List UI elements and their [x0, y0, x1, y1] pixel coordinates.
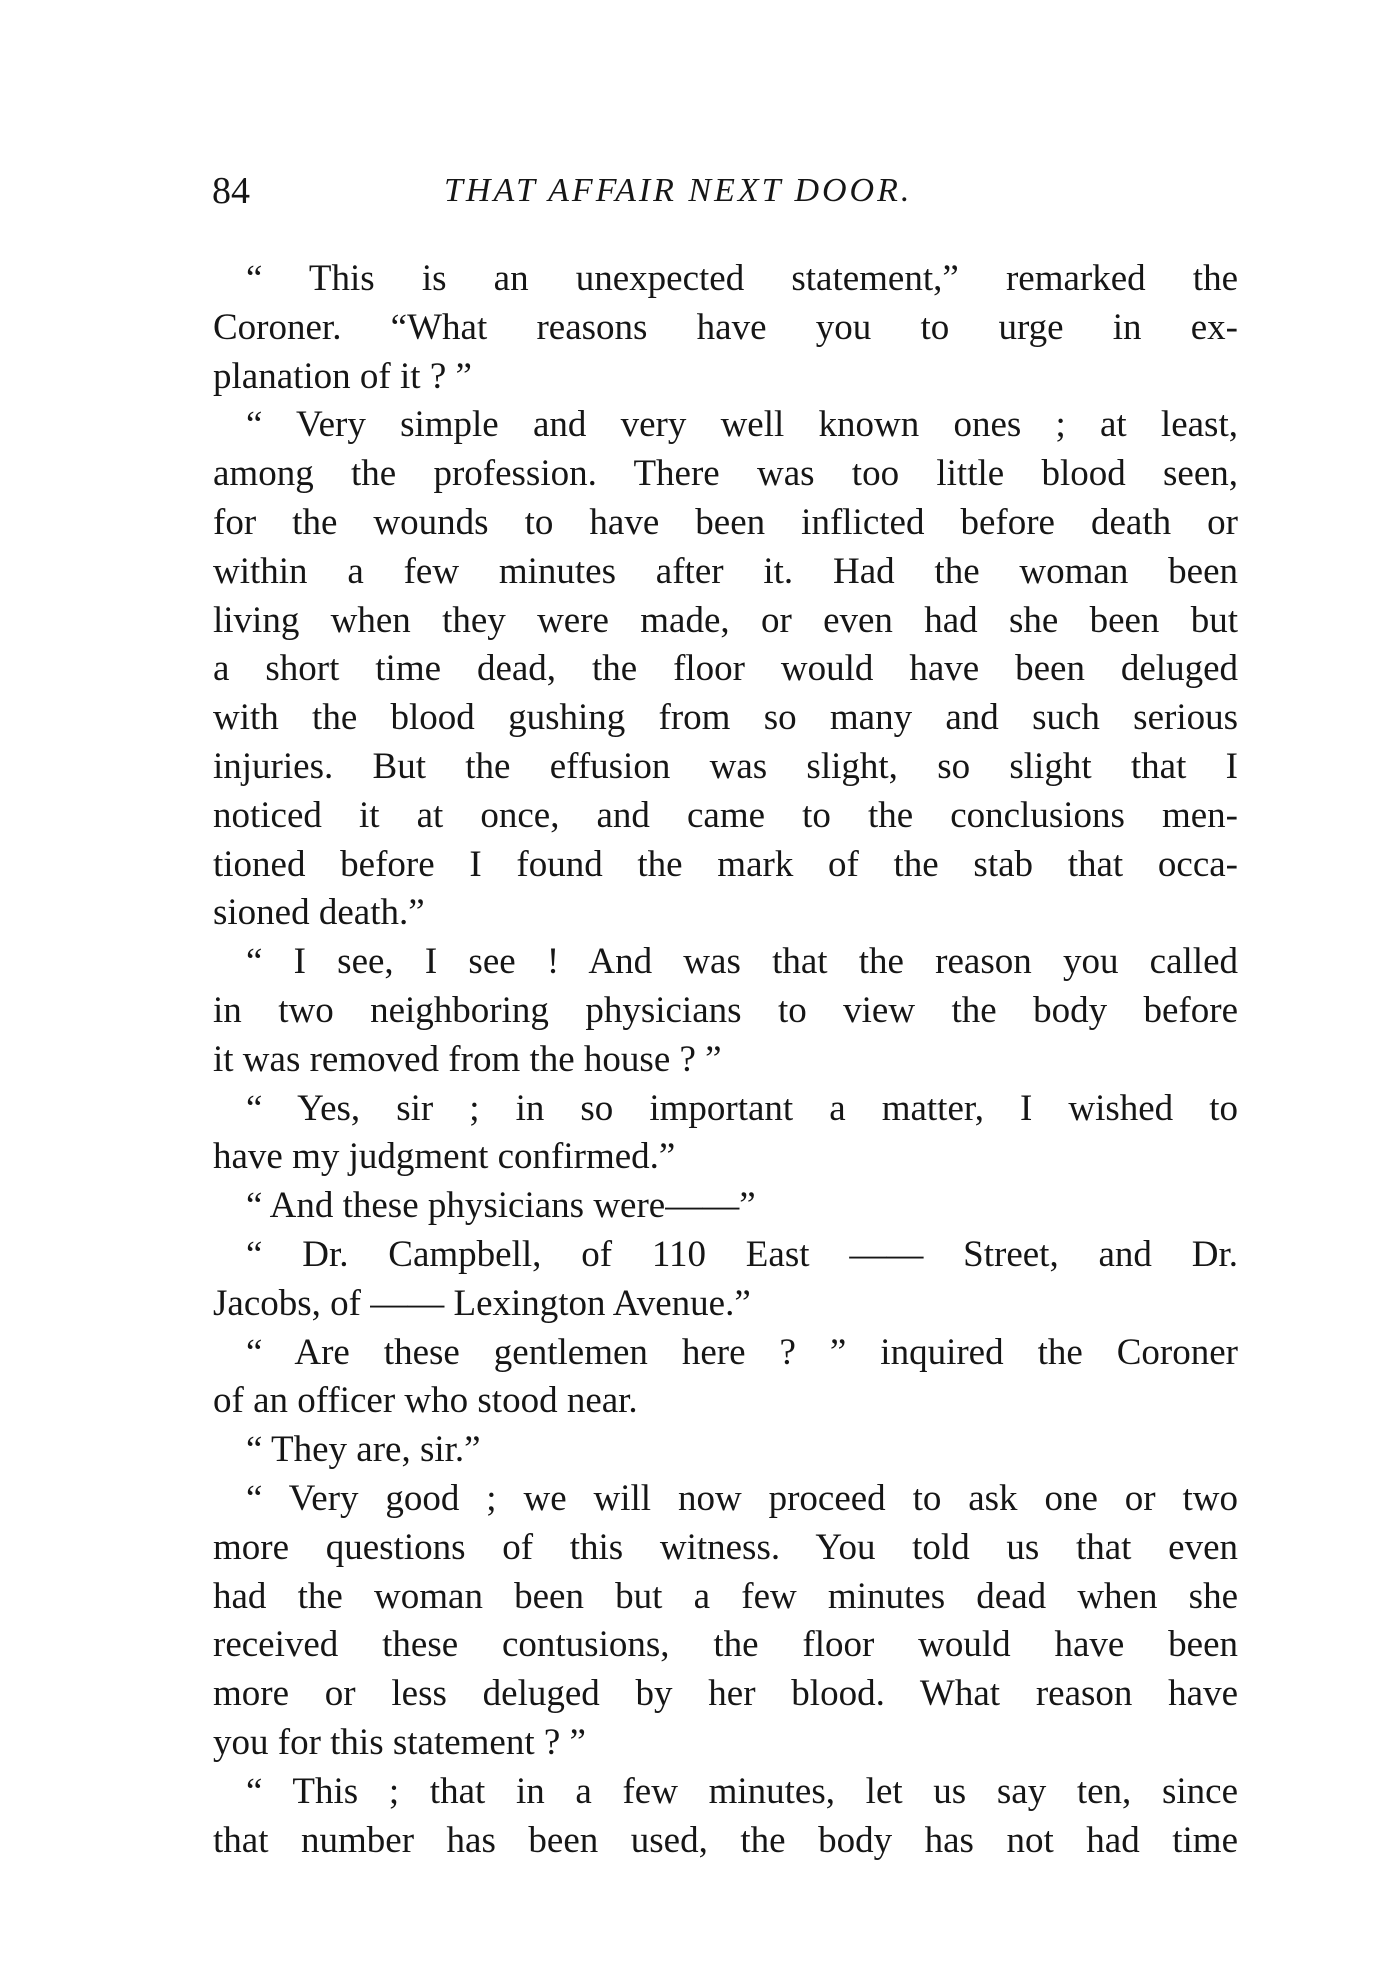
paragraph: [213, 1475, 1238, 1768]
text-line: that number has been used, the body has not had time: [213, 1819, 1238, 1861]
text-line: “ This ; that in a few minutes, let us say ten, since: [246, 1770, 1238, 1812]
text-line: Jacobs, of —— Lexington Avenue.”: [213, 1282, 751, 1324]
text-line: living when they were made, or even had she been but: [213, 599, 1238, 641]
paragraph: [213, 1768, 1238, 1866]
paragraph: [213, 1329, 1238, 1427]
text-line: more or less deluged by her blood. What reason have: [213, 1673, 1238, 1715]
text-line: sioned death.”: [213, 892, 425, 934]
text-line: “ This is an unexpected statement,” remarked the: [246, 258, 1238, 299]
text-line: with the blood gushing from so many and such serious: [213, 697, 1238, 739]
text-line: within a few minutes after it. Had the woman been: [213, 550, 1238, 592]
text-line: a short time dead, the floor would have been deluged: [213, 648, 1238, 690]
text-line: “ Very simple and very well known ones ; at least,: [246, 404, 1238, 446]
text-line: it was removed from the house ? ”: [213, 1038, 722, 1080]
text-line: you for this statement ? ”: [213, 1721, 586, 1763]
text-line: “ And these physicians were——”: [246, 1185, 756, 1227]
text-line: of an officer who stood near.: [213, 1380, 638, 1422]
text-line: “ They are, sir.”: [246, 1429, 481, 1471]
paragraph: [213, 1182, 1238, 1231]
body-text: [213, 255, 1238, 1865]
text-line: “ Very good ; we will now proceed to ask one or two: [246, 1477, 1238, 1519]
text-line: “ Are these gentlemen here ? ” inquired the Coroner: [246, 1331, 1238, 1373]
text-line: among the profession. There was too little blood seen,: [213, 453, 1238, 495]
text-line: Coroner. “What reasons have you to urge in ex-: [213, 306, 1238, 348]
text-line: received these contusions, the floor would have been: [213, 1624, 1238, 1666]
paragraph: [213, 401, 1238, 938]
text-line: tioned before I found the mark of the stab that occa-: [213, 843, 1238, 885]
running-title: THAT AFFAIR NEXT DOOR.: [444, 172, 913, 209]
paragraph: [213, 255, 1238, 401]
page-number: 84: [212, 170, 250, 212]
paragraph: [213, 938, 1238, 1084]
text-line: injuries. But the effusion was slight, so slight that I: [213, 745, 1238, 787]
text-line: had the woman been but a few minutes dead when she: [213, 1575, 1238, 1617]
text-line: planation of it ? ”: [213, 355, 472, 397]
text-line: noticed it at once, and came to the conclusions men-: [213, 794, 1238, 836]
text-line: for the wounds to have been inflicted before death or: [213, 501, 1238, 543]
paragraph: [213, 1426, 1238, 1475]
text-line: “ I see, I see ! And was that the reason you called: [246, 941, 1238, 983]
text-line: have my judgment confirmed.”: [213, 1136, 676, 1178]
text-line: in two neighboring physicians to view the body before: [213, 989, 1238, 1031]
text-line: more questions of this witness. You told us that even: [213, 1526, 1238, 1568]
text-line: “ Yes, sir ; in so important a matter, I wished to: [246, 1087, 1238, 1129]
paragraph: [213, 1085, 1238, 1183]
page-header: [212, 165, 1240, 217]
text-line: “ Dr. Campbell, of 110 East —— Street, and Dr.: [246, 1233, 1238, 1275]
paragraph: [213, 1231, 1238, 1329]
